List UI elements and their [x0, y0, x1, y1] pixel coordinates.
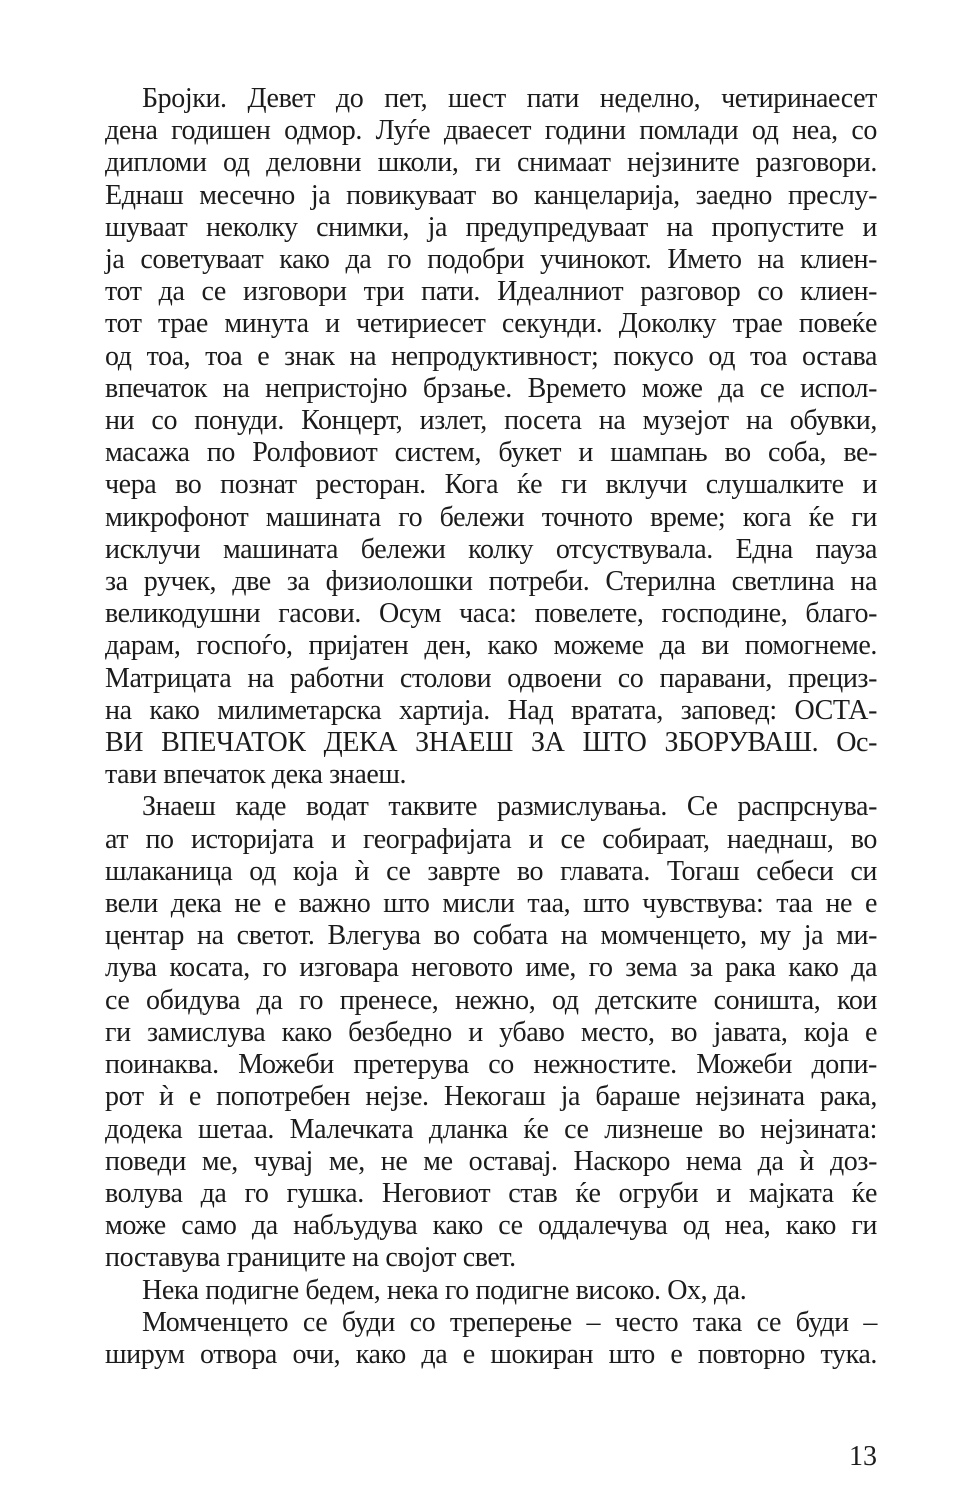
- text-line: исклучи машината бележи колку отсуствувала. Една пауза: [105, 533, 877, 565]
- text-line: великодушни гасови. Осум часа: повелете, господине, благо-: [105, 598, 877, 630]
- text-line: Нека подигне бедем, нека го подигне високо. Ох, да.: [142, 1274, 747, 1306]
- text-line: ат по историјата и географијата и се собираат, наеднаш, во: [105, 823, 877, 855]
- text-line: ја советуваат како да го подобри учинокот. Името на клиен-: [105, 244, 877, 276]
- text-line: додека шетаа. Малечката дланка ќе се лизнеше во нејзината:: [105, 1113, 877, 1145]
- text-line: дена годишен одмор. Луѓе дваесет години помлади од неа, со: [105, 115, 877, 147]
- text-line: чера во познат ресторан. Кога ќе ги вклучи слушалките и: [105, 469, 877, 501]
- text-line: се обидува да го пренесе, нежно, од детските соништа, кои: [105, 984, 877, 1016]
- text-line: тот да се изговори три пати. Идеалниот разговор со клиен-: [105, 276, 877, 308]
- text-line: впечаток на непристојно брзање. Времето може да се испол-: [105, 372, 877, 404]
- text-line: ВИ ВПЕЧАТОК ДЕКА ЗНАЕШ ЗА ШТО ЗБОРУВАШ. Ос-: [105, 727, 877, 759]
- text-line: лува косата, го изговара неговото име, го зема за рака како да: [105, 952, 877, 984]
- text-line: ги замислува како безбедно и убаво место, во јавата, која е: [105, 1016, 877, 1048]
- text-line: дарам, госпоѓо, пријатен ден, како можеме да ви помогнеме.: [105, 630, 877, 662]
- text-line: Знаеш каде водат таквите размислувања. Се распрснува-: [142, 791, 877, 823]
- text-line: од тоа, тоа е знак на непродуктивност; покусо од тоа остава: [105, 340, 877, 372]
- text-line: Бројки. Девет до пет, шест пати неделно, четиринаесет: [142, 83, 877, 114]
- text-line: тот трае минута и четириесет секунди. Доколку трае повеќе: [105, 308, 877, 340]
- text-line: ни со понуди. Концерт, излет, посета на музејот на обувки,: [105, 405, 877, 437]
- body-text: [105, 83, 877, 1371]
- text-line: поинаква. Можеби претерува со нежностите. Можеби допи-: [105, 1049, 877, 1081]
- text-line: шлаканица од која ѝ се заврте во главата. Тогаш себеси си: [105, 855, 877, 887]
- text-line: за ручек, две за физиолошки потреби. Стерилна светлина на: [105, 566, 877, 598]
- text-line: поведи ме, чувај ме, не ме оставај. Наскоро нема да ѝ доз-: [105, 1145, 877, 1177]
- text-line: микрофонот машината го бележи точното време; кога ќе ги: [105, 501, 877, 533]
- text-line: вели дека не е важно што мисли таа, што чувствува: таа не е: [105, 888, 877, 920]
- text-line: на како милиметарска хартија. Над вратата, заповед: ОСТА-: [105, 694, 877, 726]
- text-line: поставува границите на својот свет.: [105, 1242, 516, 1274]
- text-line: Еднаш месечно ја повикуваат во канцеларија, заедно преслу-: [105, 179, 877, 211]
- text-line: масажа по Ролфовиот систем, букет и шампањ во соба, ве-: [105, 437, 877, 469]
- text-line: тави впечаток дека знаеш.: [105, 759, 407, 791]
- text-line: волува да го гушка. Неговиот став ќе огруби и мајката ќе: [105, 1177, 877, 1209]
- page-number: 13: [849, 1441, 877, 1472]
- text-line: центар на светот. Влегува во собата на момченцето, му ја ми-: [105, 920, 877, 952]
- text-line: може само да набљудува како се оддалечува од неа, како ги: [105, 1210, 877, 1242]
- text-line: рот ѝ е попотребен нејзе. Некогаш ја бараше нејзината рака,: [105, 1081, 877, 1113]
- text-line: Момченцето се буди со треперење – често така се буди –: [142, 1306, 877, 1338]
- text-line: шуваат неколку снимки, ја предупредуваат на пропустите и: [105, 211, 877, 243]
- text-line: дипломи од деловни школи, ги снимаат нејзините разговори.: [105, 147, 877, 179]
- text-line: Матрицата на работни столови одвоени со паравани, прециз-: [105, 662, 877, 694]
- text-line: ширум отвора очи, како да е шокиран што е повторно тука.: [105, 1338, 877, 1370]
